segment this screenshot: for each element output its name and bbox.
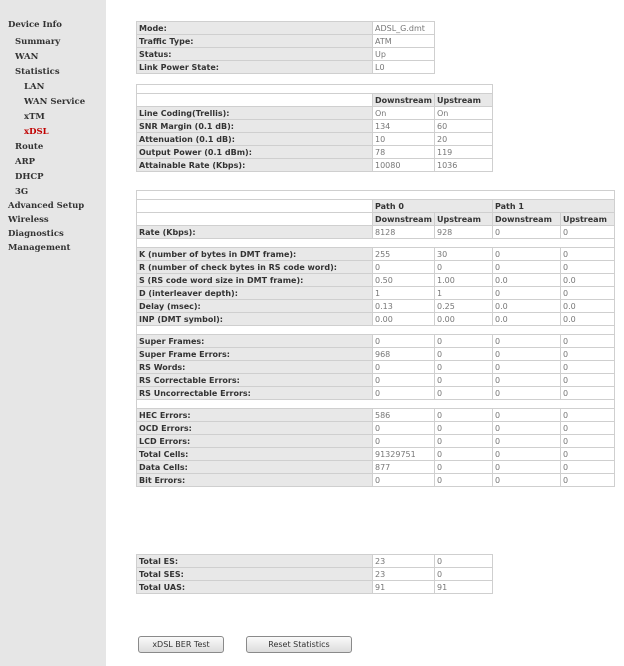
spacer-row [137,85,493,94]
path-stat-value: 0 [561,387,615,400]
spacer-row [137,239,615,248]
path0-header: Path 0 [373,200,493,213]
path-stat-value: 0 [435,409,493,422]
path-stat-row [137,409,615,422]
path-stat-value: 0 [435,348,493,361]
content-area [106,0,624,666]
totals-label: Total SES: [137,568,373,581]
path-stat-value: 0 [493,248,561,261]
nav-wireless[interactable]: Wireless [8,215,49,225]
path-stat-row [137,348,615,361]
link-power-value: L0 [373,61,435,74]
totals-label: Total UAS: [137,581,373,594]
rate-value: 928 [435,226,493,239]
path-stat-value: 0 [435,435,493,448]
path-stat-value: 586 [373,409,435,422]
path-stat-label: K (number of bytes in DMT frame): [137,248,373,261]
path-stat-row [137,422,615,435]
status-label: Status: [137,48,373,61]
path-stat-value: 0.0 [493,313,561,326]
totals-row [137,568,493,581]
path-stat-label: Super Frames: [137,335,373,348]
spacer-row [137,400,615,409]
path-stat-row [137,300,615,313]
path-stat-label: Data Cells: [137,461,373,474]
path-stat-value: 0 [561,448,615,461]
path-stat-value: 0 [561,335,615,348]
rate-value: 0 [493,226,561,239]
path-stat-row [137,374,615,387]
spacer-row [137,191,615,200]
nav-stats-xtm[interactable]: xTM [24,112,45,122]
mode-value: ADSL_G.dmt [373,22,435,35]
upstream-value: 60 [435,120,493,133]
path-stat-label: Total Cells: [137,448,373,461]
path-stat-value: 0 [493,287,561,300]
path0-downstream-header: Downstream [373,213,435,226]
upstream-value: 1036 [435,159,493,172]
path-stat-value: 0 [561,435,615,448]
path-header-row [137,200,615,213]
path-stat-value: 0 [373,435,435,448]
path-stat-row [137,461,615,474]
path-stat-value: 0 [561,261,615,274]
nav-3g[interactable]: 3G [15,187,29,197]
path-stat-value: 877 [373,461,435,474]
path-stat-label: INP (DMT symbol): [137,313,373,326]
totals-table [136,554,493,594]
totals-row [137,581,493,594]
path-stat-row [137,387,615,400]
totals-label: Total ES: [137,555,373,568]
line-row [137,107,493,120]
nav-advanced-setup[interactable]: Advanced Setup [8,201,85,211]
downstream-value: On [373,107,435,120]
downstream-value: 78 [373,146,435,159]
path-stat-label: Bit Errors: [137,474,373,487]
reset-statistics-button[interactable]: Reset Statistics [246,636,352,653]
totals-upstream-value: 0 [435,568,493,581]
path-stat-value: 0 [561,374,615,387]
path-stat-row [137,274,615,287]
path-stat-value: 0 [435,474,493,487]
path-subheader-row [137,213,615,226]
totals-upstream-value: 0 [435,555,493,568]
downstream-value: 10080 [373,159,435,172]
path-stat-value: 0 [493,409,561,422]
path-stat-value: 255 [373,248,435,261]
path-stat-label: LCD Errors: [137,435,373,448]
nav-statistics[interactable]: Statistics [15,67,60,77]
spacer-row [137,326,615,335]
path-stat-value: 0 [561,422,615,435]
line-param-label: Line Coding(Trellis): [137,107,373,120]
downstream-value: 10 [373,133,435,146]
line-row [137,159,493,172]
path-stat-value: 91329751 [373,448,435,461]
path-stat-value: 1 [435,287,493,300]
path1-downstream-header: Downstream [493,213,561,226]
rate-value: 0 [561,226,615,239]
header-blank-cell [137,200,373,213]
path-stat-value: 0 [493,387,561,400]
path-stat-label: OCD Errors: [137,422,373,435]
sidebar [0,0,106,666]
downstream-header: Downstream [373,94,435,107]
path-stat-value: 30 [435,248,493,261]
path-stat-label: Super Frame Errors: [137,348,373,361]
path-stat-value: 0 [493,335,561,348]
path-stat-value: 0 [493,461,561,474]
status-row [137,61,435,74]
line-param-label: SNR Margin (0.1 dB): [137,120,373,133]
rate-value: 8128 [373,226,435,239]
path-stat-value: 0 [493,435,561,448]
path-stat-label: RS Uncorrectable Errors: [137,387,373,400]
path-stat-value: 0 [435,387,493,400]
path-stat-value: 0 [493,422,561,435]
path-stat-value: 0.0 [493,274,561,287]
path-stat-value: 0 [373,335,435,348]
path-stat-value: 0 [373,474,435,487]
xdsl-ber-test-button[interactable]: xDSL BER Test [138,636,224,653]
nav-dhcp[interactable]: DHCP [15,172,44,182]
path-stat-row [137,335,615,348]
nav-wan[interactable]: WAN [15,52,39,62]
path-stat-value: 0.50 [373,274,435,287]
path0-upstream-header: Upstream [435,213,493,226]
path-stat-value: 0 [561,248,615,261]
path-stat-row [137,313,615,326]
status-table [136,21,435,74]
path-stat-value: 0 [435,461,493,474]
path1-upstream-header: Upstream [561,213,615,226]
totals-downstream-value: 91 [373,581,435,594]
path-stat-value: 0 [493,348,561,361]
totals-downstream-value: 23 [373,555,435,568]
path-stat-value: 0 [435,374,493,387]
path-stat-label: RS Correctable Errors: [137,374,373,387]
path-stat-value: 0.0 [561,300,615,313]
upstream-header: Upstream [435,94,493,107]
downstream-value: 134 [373,120,435,133]
path-stat-value: 0 [373,422,435,435]
line-param-label: Output Power (0.1 dBm): [137,146,373,159]
path-stat-row [137,248,615,261]
nav-device-info[interactable]: Device Info [8,20,62,30]
status-row [137,35,435,48]
path-stat-row [137,287,615,300]
path-stat-row [137,448,615,461]
line-param-label: Attenuation (0.1 dB): [137,133,373,146]
path-stat-value: 0 [493,374,561,387]
rate-row [137,226,615,239]
path-stat-value: 0 [435,448,493,461]
link-power-label: Link Power State: [137,61,373,74]
path-stat-label: R (number of check bytes in RS code word): [137,261,373,274]
path-stat-value: 0 [493,448,561,461]
path-stat-value: 0.00 [373,313,435,326]
path-stat-value: 0 [373,361,435,374]
line-row [137,120,493,133]
nav-arp[interactable]: ARP [15,157,36,167]
path-stat-value: 0 [435,361,493,374]
path-stat-value: 0 [435,335,493,348]
upstream-value: On [435,107,493,120]
path-stat-value: 0 [561,461,615,474]
line-row [137,133,493,146]
path-stat-label: RS Words: [137,361,373,374]
path-stat-value: 0.25 [435,300,493,313]
path-stat-value: 0 [435,261,493,274]
status-value: Up [373,48,435,61]
line-row [137,146,493,159]
path-stats-table [136,190,615,487]
path-stat-value: 0 [561,361,615,374]
path-stat-value: 0.0 [561,313,615,326]
path-stat-row [137,261,615,274]
line-header-row [137,94,493,107]
upstream-value: 119 [435,146,493,159]
status-row [137,48,435,61]
traffic-type-value: ATM [373,35,435,48]
path-stat-row [137,435,615,448]
header-blank-cell [137,94,373,107]
path-stat-value: 0 [373,387,435,400]
path-stat-label: Delay (msec): [137,300,373,313]
totals-row [137,555,493,568]
nav-management[interactable]: Management [8,243,71,253]
path-stat-row [137,474,615,487]
path-stat-value: 0 [373,261,435,274]
totals-downstream-value: 23 [373,568,435,581]
path-stat-value: 0 [561,409,615,422]
traffic-type-label: Traffic Type: [137,35,373,48]
nav-diagnostics[interactable]: Diagnostics [8,229,64,239]
upstream-value: 20 [435,133,493,146]
path-stat-label: S (RS code word size in DMT frame): [137,274,373,287]
path-stat-value: 1.00 [435,274,493,287]
path-stat-label: D (interleaver depth): [137,287,373,300]
nav-route[interactable]: Route [15,142,44,152]
status-row [137,22,435,35]
nav-stats-wan-service[interactable]: WAN Service [24,97,86,107]
nav-stats-lan[interactable]: LAN [24,82,45,92]
nav-summary[interactable]: Summary [15,37,61,47]
path-stat-value: 0 [435,422,493,435]
path-stat-value: 0.0 [493,300,561,313]
rate-label: Rate (Kbps): [137,226,373,239]
path-stat-value: 0 [493,361,561,374]
path-stat-value: 0 [373,374,435,387]
path-stat-value: 0 [561,348,615,361]
mode-label: Mode: [137,22,373,35]
path1-header: Path 1 [493,200,615,213]
path-stat-value: 0 [493,474,561,487]
totals-upstream-value: 91 [435,581,493,594]
path-stat-row [137,361,615,374]
path-stat-value: 0.0 [561,274,615,287]
nav-stats-xdsl[interactable]: xDSL [24,127,49,137]
path-stat-value: 0.13 [373,300,435,313]
path-stat-value: 0 [561,474,615,487]
line-table [136,84,493,172]
path-stat-value: 1 [373,287,435,300]
header-blank-cell [137,213,373,226]
path-stat-value: 0 [561,287,615,300]
path-stat-label: HEC Errors: [137,409,373,422]
path-stat-value: 0.00 [435,313,493,326]
path-stat-value: 968 [373,348,435,361]
path-stat-value: 0 [493,261,561,274]
line-param-label: Attainable Rate (Kbps): [137,159,373,172]
